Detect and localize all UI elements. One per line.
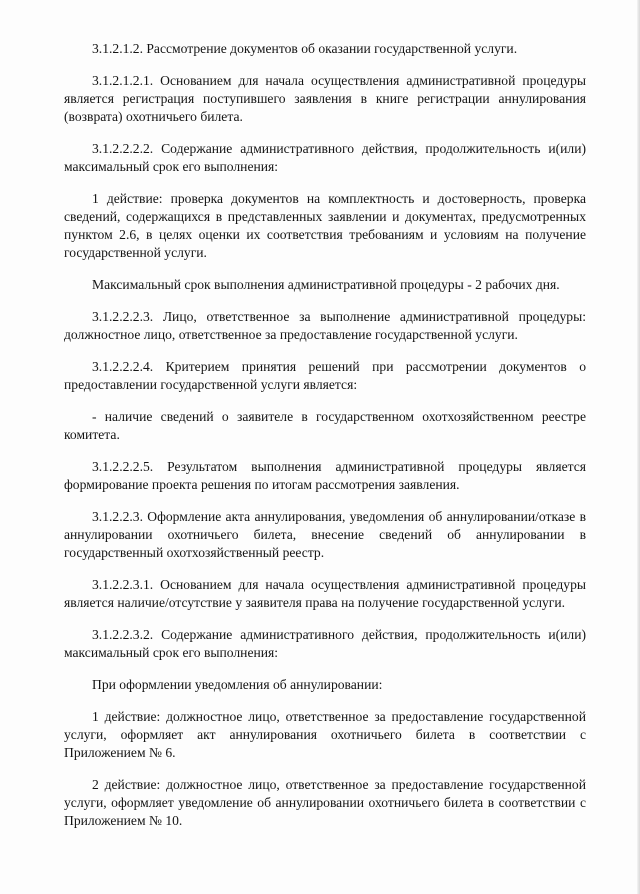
paragraph-3-1-2-2-2-2: 3.1.2.2.2.2. Содержание административного действия, продолжительность и(или) максимальный срок его выполнения: xyxy=(64,141,586,174)
paragraph-notification-intro: При оформлении уведомления об аннулировании: xyxy=(92,677,383,692)
paragraph-3-1-2-2-3: 3.1.2.2.3. Оформление акта аннулирования, уведомления об аннулировании/отказе в аннулировании охотничьего билета, внесение сведений об аннулировании в государственный охотхозяйственный реестр. xyxy=(64,509,586,560)
paragraph-3-1-2-1-2: 3.1.2.1.2. Рассмотрение документов об оказании государственной услуги. xyxy=(92,41,518,56)
paragraph-3-1-2-2-3-1: 3.1.2.2.3.1. Основанием для начала осуществления административной процедуры является наличие/отсутствие у заявителя права на получение государственной услуги. xyxy=(64,577,586,610)
paragraph-3-1-2-2-2-4: 3.1.2.2.2.4. Критерием принятия решений при рассмотрении документов о предоставлении государственной услуги является: xyxy=(64,359,586,392)
paragraph-3-1-2-2-3-2: 3.1.2.2.3.2. Содержание административного действия, продолжительность и(или) максимальный срок его выполнения: xyxy=(64,627,586,660)
paragraph-3-1-2-1-2-1: 3.1.2.1.2.1. Основанием для начала осуществления административной процедуры является регистрация поступившего заявления в книге регистрации аннулирования (возврата) охотничьего билета. xyxy=(64,73,586,124)
paragraph-action-1-check: 1 действие: проверка документов на комплектность и достоверность, проверка сведений, содержащихся в представленных заявлении и документах, предусмотренных пунктом 2.6, в целях оценки их соответствия требованиям и условиям на получение государственной услуги. xyxy=(64,191,586,260)
paragraph-criterion-item: - наличие сведений о заявителе в государственном охотхозяйственном реестре комитета. xyxy=(64,409,586,442)
paragraph-3-1-2-2-2-3: 3.1.2.2.2.3. Лицо, ответственное за выполнение административной процедуры: должностное лицо, ответственное за предоставление государственной услуги. xyxy=(64,309,586,342)
paragraph-action-1-act: 1 действие: должностное лицо, ответственное за предоставление государственной услуги, оформляет акт аннулирования охотничьего билета в соответствии с Приложением № 6. xyxy=(64,709,586,760)
paragraph-action-2-notice: 2 действие: должностное лицо, ответственное за предоставление государственной услуги, оформляет уведомление об аннулировании охотничьего билета в соответствии с Приложением № 10. xyxy=(64,777,586,828)
paragraph-3-1-2-2-2-5: 3.1.2.2.2.5. Результатом выполнения административной процедуры является формирование проекта решения по итогам рассмотрения заявления. xyxy=(64,459,586,492)
document-body xyxy=(64,40,586,844)
paragraph-max-term: Максимальный срок выполнения административной процедуры - 2 рабочих дня. xyxy=(92,277,560,292)
